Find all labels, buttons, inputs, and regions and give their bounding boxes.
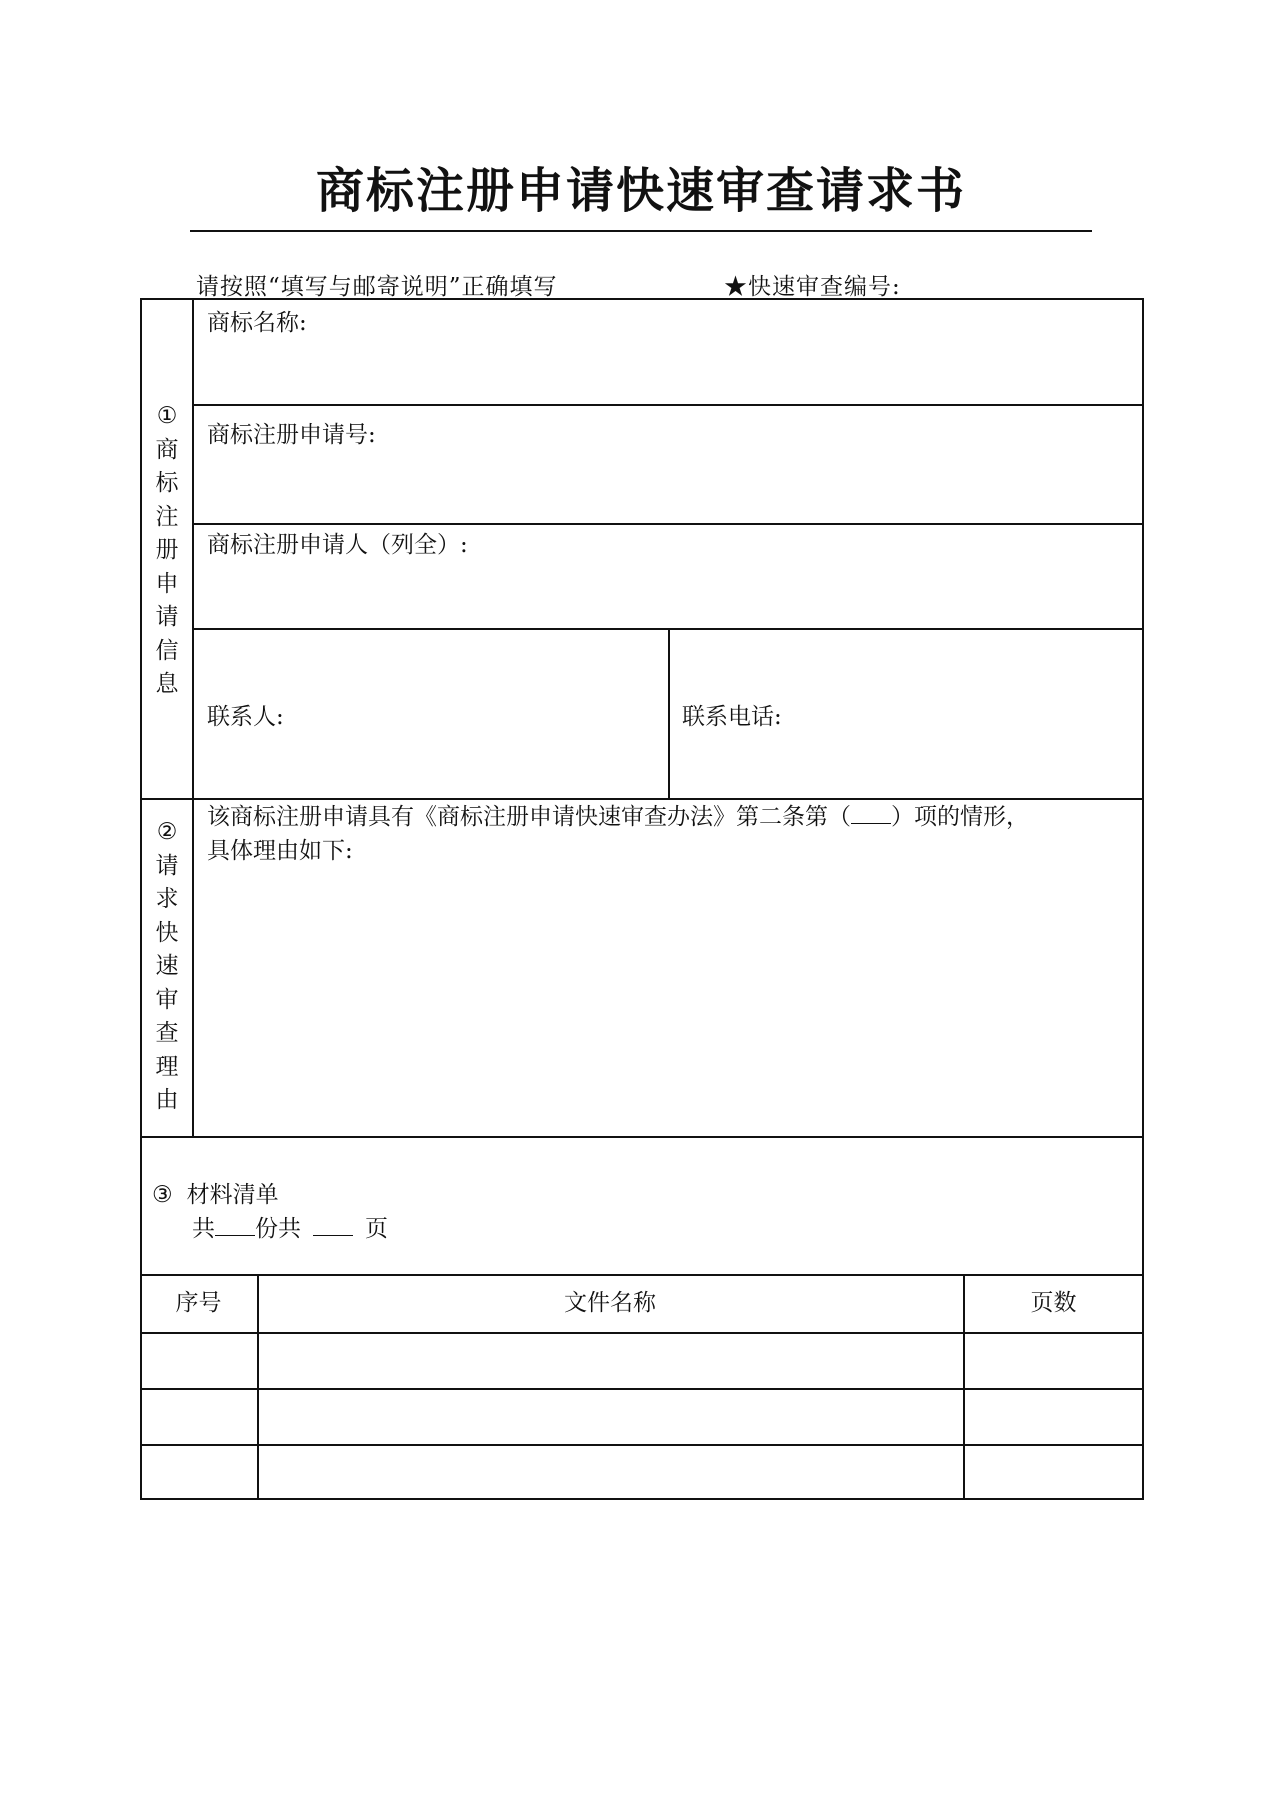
serial-number-label: ★快速审查编号: [724, 274, 901, 300]
title-underline [190, 230, 1092, 232]
mark-name-label: 商标名称: [207, 310, 307, 336]
table-row [140, 1388, 1144, 1390]
reason-paragraph: 该商标注册申请具有《商标注册申请快速审查办法》第二条第（ ）项的情形， 具体理由如下: [207, 804, 1029, 864]
materials-count: 共 份共 页 [192, 1216, 388, 1242]
table-row [140, 1444, 1144, 1446]
section1-divider [192, 298, 194, 799]
section-divider [140, 1136, 1144, 1138]
table-row [140, 1332, 1144, 1334]
item-number-blank[interactable] [851, 803, 891, 824]
table-header-filename: 文件名称 [564, 1290, 656, 1316]
table-header-index: 序号 [175, 1290, 222, 1316]
document-title: 商标注册申请快速审查请求书 [315, 163, 966, 219]
contact-person-label: 联系人: [207, 704, 284, 730]
table-header-pages: 页数 [1030, 1290, 1077, 1316]
fill-instruction: 请按照“填写与邮寄说明”正确填写 [196, 274, 558, 300]
section2-side-label: ② 请 求 快 速 审 查 理 由 [155, 819, 179, 1113]
pages-blank[interactable] [313, 1215, 353, 1236]
section1-side-label: ① 商 标 注 册 申 请 信 息 [155, 403, 179, 697]
applicant-label: 商标注册申请人（列全）: [207, 532, 468, 558]
materials-heading: ③ 材料清单 [152, 1182, 279, 1208]
section2-divider [192, 798, 194, 1136]
application-number-label: 商标注册申请号: [207, 422, 376, 448]
row-divider [192, 523, 1144, 525]
contact-phone-label: 联系电话: [682, 704, 782, 730]
row-divider [192, 404, 1144, 406]
contact-divider [668, 628, 670, 799]
copies-blank[interactable] [215, 1215, 255, 1236]
